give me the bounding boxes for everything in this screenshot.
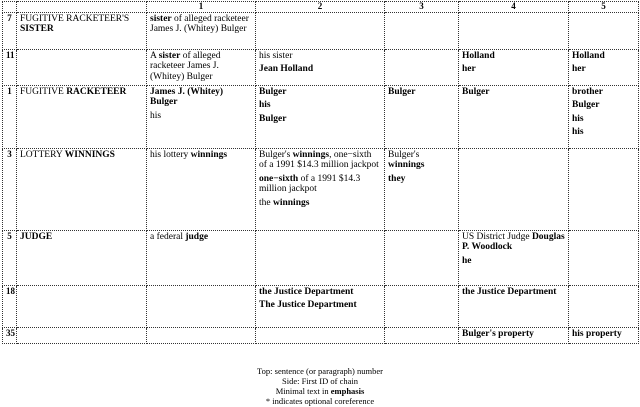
mention (259, 51, 381, 61)
table-body (3, 12, 639, 343)
chain-head-cell (17, 230, 147, 285)
mention-cell (256, 327, 385, 343)
legend-emphasis: emphasis (330, 386, 365, 396)
mention-cell (459, 285, 569, 327)
mention (259, 150, 381, 171)
mention-cell (569, 285, 639, 327)
mention (572, 51, 635, 61)
mention (259, 114, 381, 124)
column-header (17, 2, 147, 13)
mention-cell (459, 85, 569, 148)
mention-emphasis: he (462, 255, 472, 266)
mention-emphasis: her (572, 64, 586, 75)
mention-text: US District Judge (462, 231, 532, 242)
mention (388, 87, 455, 97)
mention-emphasis: Bulger (259, 113, 287, 124)
mention-cell (385, 285, 459, 327)
mention-cell (459, 148, 569, 230)
chain-head-text: FUGITIVE (20, 86, 64, 97)
chain-id-cell: 18 (3, 285, 17, 327)
mention-cell (569, 230, 639, 285)
mention-emphasis: Bulger (572, 100, 600, 111)
chain-head-cell (17, 85, 147, 148)
column-header: 5 (569, 2, 639, 13)
mention-emphasis: they (388, 173, 406, 184)
mention (259, 174, 381, 195)
mention (259, 300, 381, 310)
table-row (3, 85, 639, 148)
mention-cell (459, 230, 569, 285)
mention-cell (569, 12, 639, 49)
mention-text: his (150, 110, 162, 121)
mention-cell (569, 327, 639, 343)
mention (259, 100, 381, 110)
mention-cell (569, 49, 639, 85)
mention-emphasis: her (462, 64, 476, 75)
mention (150, 87, 252, 108)
mention (572, 114, 635, 124)
table-row (3, 327, 639, 343)
chain-id-cell: 7 (3, 12, 17, 49)
mention (388, 174, 455, 184)
chain-head-text: LOTTERY (20, 149, 63, 160)
mention-text: of a 1991 $14.3 million jackpot (259, 173, 361, 195)
mention-cell (459, 12, 569, 49)
mention-emphasis: winnings (388, 160, 425, 171)
mention (572, 329, 635, 339)
chain-head-cell (17, 12, 147, 49)
mention (259, 198, 381, 208)
mention (462, 51, 565, 61)
mention-cell (256, 285, 385, 327)
mention-cell (385, 49, 459, 85)
mention-cell (256, 12, 385, 49)
mention (462, 329, 565, 339)
mention (572, 127, 635, 137)
mention-cell (147, 285, 256, 327)
legend-line: Top: sentence (or paragraph) number (257, 366, 383, 376)
mention (150, 232, 252, 242)
mention-emphasis: his property (572, 328, 622, 339)
mention (150, 150, 252, 160)
chain-head-emphasis: JUDGE (20, 231, 53, 242)
mention-emphasis: one−sixth (259, 173, 299, 184)
mention-emphasis: his (259, 100, 271, 111)
mention (150, 111, 252, 121)
header-row (3, 2, 639, 13)
mention-emphasis: brother (572, 86, 603, 97)
mention (259, 64, 381, 74)
legend-line: * indicates optional coreference (265, 396, 375, 406)
mention (572, 87, 635, 97)
chain-head-cell (17, 49, 147, 85)
mention-cell (256, 85, 385, 148)
chain-head-emphasis: RACKETEER (66, 86, 127, 97)
mention-emphasis: Bulger's property (462, 328, 534, 339)
column-header: 1 (147, 2, 256, 13)
mention-text: of alleged racketeer James J. (Whitey) Bulger (150, 50, 221, 82)
mention-emphasis: winnings (190, 149, 228, 160)
mention-cell (147, 148, 256, 230)
chain-head-emphasis: SISTER (20, 24, 54, 35)
mention-cell (256, 49, 385, 85)
table-row (3, 230, 639, 285)
mention (572, 64, 635, 74)
mention-cell (385, 85, 459, 148)
mention-cell (385, 230, 459, 285)
table-row (3, 285, 639, 327)
mention-text: his sister (259, 50, 293, 61)
table-row (3, 12, 639, 49)
mention-text: a federal (150, 231, 186, 242)
mention-emphasis: Holland (462, 50, 495, 61)
mention-emphasis: Holland (572, 50, 605, 61)
mention-text: his lottery (150, 149, 191, 160)
mention-emphasis: the Justice Department (462, 286, 557, 297)
mention-emphasis: his (572, 113, 584, 124)
mention-text: Bulger's (388, 149, 420, 160)
mention-emphasis: Jean Holland (259, 64, 314, 75)
mention-emphasis: Douglas P. Woodlock (462, 231, 565, 253)
mention-cell (147, 230, 256, 285)
mention-text: Bulger's (259, 149, 293, 160)
chain-id-cell: 35 (3, 327, 17, 343)
mention-text: A (150, 50, 159, 61)
mention (388, 150, 455, 171)
mention-emphasis: winnings (292, 149, 330, 160)
table-row (3, 148, 639, 230)
chain-id-cell: 11 (3, 49, 17, 85)
chain-id-cell: 5 (3, 230, 17, 285)
table-row (3, 49, 639, 85)
mention (259, 287, 381, 297)
mention-cell (256, 148, 385, 230)
mention-cell (385, 12, 459, 49)
coreference-table (2, 1, 639, 344)
chain-head-cell (17, 327, 147, 343)
mention-cell (147, 12, 256, 49)
mention-cell (569, 85, 639, 148)
mention (150, 51, 252, 82)
mention-emphasis: James J. (Whitey) Bulger (150, 86, 224, 108)
legend-footer (0, 366, 640, 406)
mention-emphasis: winnings (272, 197, 310, 208)
legend-text: Minimal text in (275, 386, 331, 396)
mention-cell (147, 49, 256, 85)
column-header: 4 (459, 2, 569, 13)
mention-emphasis: his (572, 127, 584, 138)
chain-head-text: FUGITIVE RACKETEER'S (20, 13, 130, 24)
mention (462, 287, 565, 297)
mention-cell (147, 85, 256, 148)
mention-cell (459, 49, 569, 85)
coreference-table-container (2, 1, 639, 344)
mention-emphasis: Bulger (388, 86, 416, 97)
mention (462, 64, 565, 74)
column-header (3, 2, 17, 13)
legend-line: Side: First ID of chain (281, 376, 359, 386)
mention-cell (147, 327, 256, 343)
mention (150, 14, 252, 35)
mention-text: of alleged racketeer James J. (Whitey) Bulger (150, 13, 249, 35)
mention-emphasis: sister (150, 13, 172, 24)
chain-head-cell (17, 148, 147, 230)
mention-emphasis: judge (185, 231, 209, 242)
chain-id-cell: 1 (3, 85, 17, 148)
chain-id-cell: 3 (3, 148, 17, 230)
chain-head-cell (17, 285, 147, 327)
column-header: 3 (385, 2, 459, 13)
chain-head-emphasis: WINNINGS (64, 149, 115, 160)
mention (572, 100, 635, 110)
mention-emphasis: sister (158, 50, 181, 61)
mention-emphasis: the Justice Department (259, 286, 354, 297)
mention-cell (569, 148, 639, 230)
legend-line (0, 386, 640, 396)
mention-cell (459, 327, 569, 343)
mention (462, 232, 565, 253)
mention (462, 256, 565, 266)
mention-emphasis: Bulger (462, 86, 490, 97)
column-header: 2 (256, 2, 385, 13)
mention-cell (256, 230, 385, 285)
mention-cell (385, 327, 459, 343)
mention (259, 87, 381, 97)
mention-cell (385, 148, 459, 230)
mention-text: the (259, 197, 273, 208)
mention (462, 87, 565, 97)
mention-emphasis: Bulger (259, 86, 287, 97)
mention-emphasis: The Justice Department (259, 300, 357, 311)
mention-text: , one−sixth of a 1991 $14.3 million jackpot (259, 149, 379, 171)
